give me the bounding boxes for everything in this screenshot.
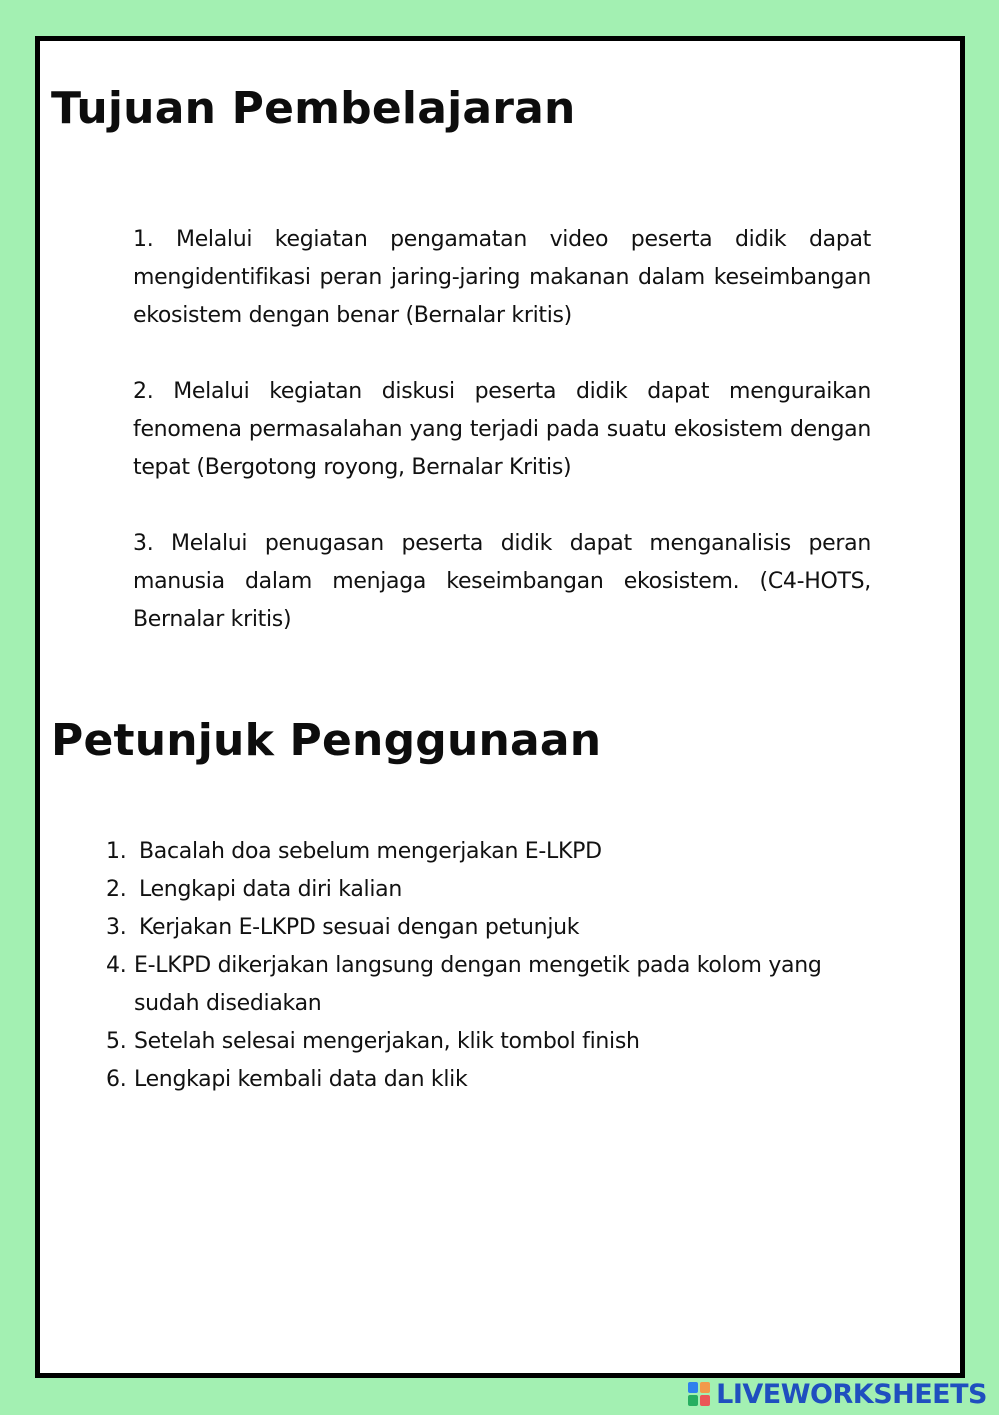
instruction-text: Lengkapi data diri kalian	[139, 877, 402, 902]
instruction-number: 5.	[106, 1029, 127, 1054]
instruction-number: 1.	[106, 839, 127, 864]
instruction-item	[106, 833, 826, 871]
instruction-item	[106, 871, 826, 909]
worksheet-card	[35, 36, 965, 1378]
logo-square-red	[700, 1395, 710, 1406]
logo-square-green	[688, 1395, 698, 1406]
instruction-text: Setelah selesai mengerjakan, klik tombol finish	[134, 1029, 640, 1054]
objectives-title: Tujuan Pembelajaran	[51, 83, 576, 134]
liveworksheets-brand[interactable]	[688, 1377, 987, 1411]
logo-square-orange	[700, 1382, 710, 1393]
brand-name: LIVEWORKSHEETS	[716, 1378, 987, 1410]
instruction-number: 6.	[106, 1067, 127, 1092]
instruction-item	[106, 1061, 826, 1099]
objective-item: 1. Melalui kegiatan pengamatan video peserta didik dapat mengidentifikasi peran jaring-jaring makanan dalam keseimbangan ekosistem dengan benar (Bernalar kritis)	[133, 227, 871, 328]
instruction-item	[106, 947, 826, 1023]
objectives-list	[133, 221, 871, 639]
instruction-number: 2.	[106, 877, 127, 902]
instruction-number: 3.	[106, 915, 127, 940]
instruction-text: Kerjakan E-LKPD sesuai dengan petunjuk	[139, 915, 580, 940]
instruction-text: E-LKPD dikerjakan langsung dengan mengetik pada kolom yang sudah disediakan	[134, 953, 822, 1016]
objective-item: 3. Melalui penugasan peserta didik dapat menganalisis peran manusia dalam menjaga keseimbangan ekosistem. (C4-HOTS, Bernalar kritis)	[133, 531, 871, 632]
logo-square-blue	[688, 1382, 698, 1393]
instructions-list	[106, 833, 826, 1099]
instruction-text: Bacalah doa sebelum mengerjakan E-LKPD	[139, 839, 602, 864]
instruction-item	[106, 1023, 826, 1061]
instructions-title: Petunjuk Penggunaan	[51, 715, 602, 766]
instruction-item	[106, 909, 826, 947]
objective-item: 2. Melalui kegiatan diskusi peserta didik dapat menguraikan fenomena permasalahan yang terjadi pada suatu ekosistem dengan tepat (Bergotong royong, Bernalar Kritis)	[133, 379, 871, 480]
instruction-text: Lengkapi kembali data dan klik	[134, 1067, 468, 1092]
liveworksheets-logo-icon	[688, 1382, 710, 1406]
instruction-number: 4.	[106, 953, 127, 978]
